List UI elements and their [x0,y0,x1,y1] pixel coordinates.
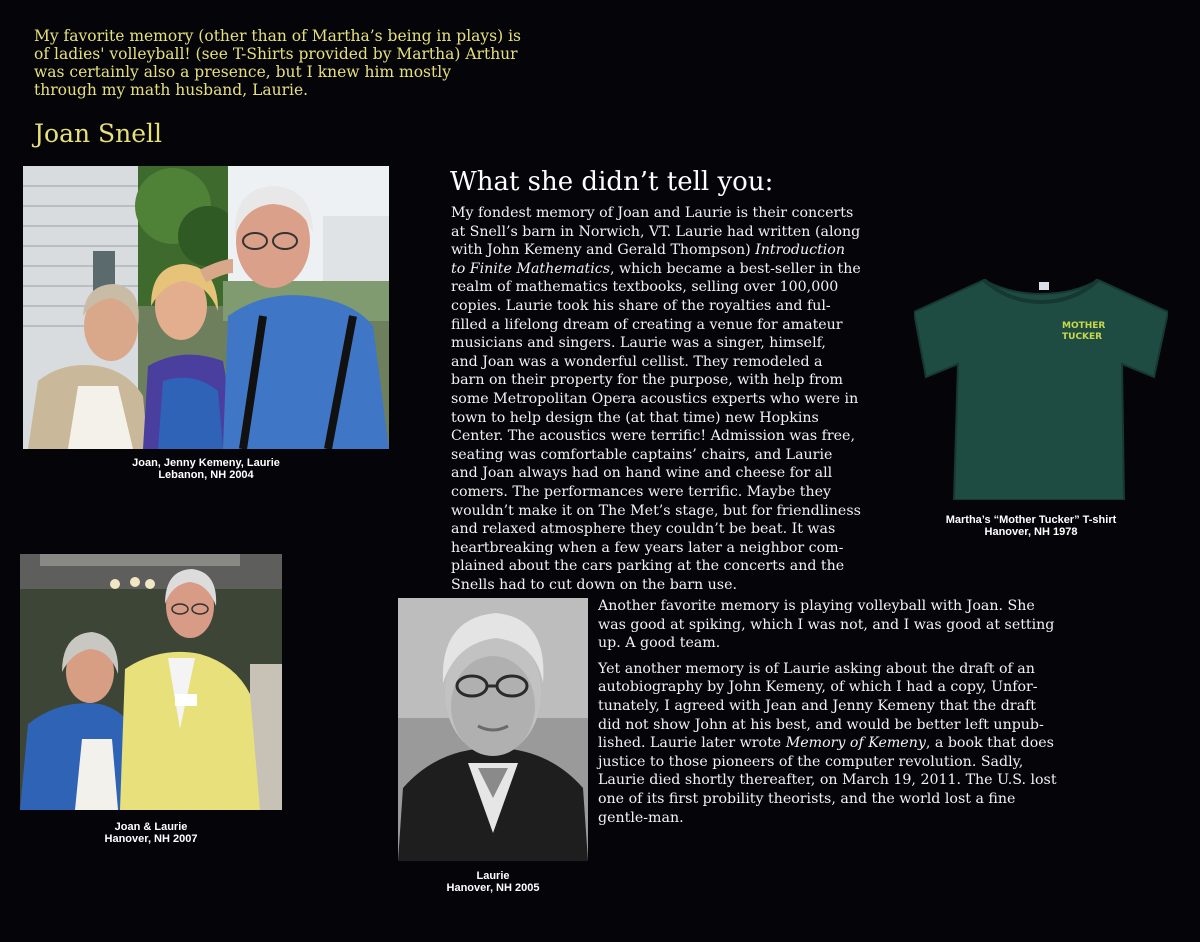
text-line: tunately, I agreed with Jean and Jenny Kemeny that the draft [598,697,1036,714]
caption-line: Joan & Laurie [114,821,188,833]
quote-line: through my math husband, Laurie. [34,81,309,99]
article-paragraph-2 [598,597,1098,653]
tshirt-photo [914,272,1168,500]
book-title: Introduction [755,242,845,259]
article-heading: What she didn’t tell you: [450,167,774,197]
caption-line: Hanover, NH 2005 [446,882,540,894]
caption-line: Lebanon, NH 2004 [158,469,254,481]
portrait-photo [398,598,588,861]
tshirt-print-line: MOTHER [1062,321,1106,331]
caption-line: Hanover, NH 2007 [104,833,198,845]
portrait-photo-caption [398,870,588,894]
text-line: heartbreaking when a few years later a neighbor com- [451,539,844,556]
text-line: My fondest memory of Joan and Laurie is their concerts [451,205,854,221]
text-line: Snells had to cut down on the barn use. [451,576,737,593]
text-line: Yet another memory is of Laurie asking about the draft of an [598,660,1035,677]
couple-photo [20,554,282,810]
text-line: realm of mathematics textbooks, selling over 100,000 [451,279,839,296]
text-line: and Joan always had on hand wine and cheese for all [451,465,833,482]
text-line [598,734,1098,753]
tshirt-print-line: TUCKER [1062,332,1103,342]
text-segment: , which became a best-seller in the [610,260,861,277]
intro-quote [34,27,554,99]
text-line: some Metropolitan Opera acoustics experts who were in [451,390,859,407]
text-segment: with John Kemeny and Gerald Thompson) [451,242,756,259]
text-line: seating was comfortable captains’ chairs, and Laurie [451,446,833,463]
group-photo-caption [23,457,389,481]
couple-photo-caption [20,821,282,845]
text-line: town to help design the (at that time) new Hopkins [451,409,819,426]
caption-line: Martha’s “Mother Tucker” T-shirt [945,514,1117,526]
text-line: copies. Laurie took his share of the royalties and ful- [451,297,831,314]
text-line: barn on their property for the purpose, with help from [451,372,843,389]
text-line: musicians and singers. Laurie was a singer, himself, [451,335,826,352]
article-paragraph-1 [451,204,891,594]
tshirt-photo-caption [914,514,1148,538]
quote-line: was certainly also a presence, but I knew him mostly [34,63,451,81]
text-line: was good at spiking, which I was not, and I was good at setting [598,616,1055,633]
text-line: wouldn’t make it on The Met’s stage, but for friendliness [451,502,861,519]
quote-line: My favorite memory (other than of Martha’s being in plays) is [34,27,522,45]
quote-line: of ladies' volleyball! (see T-Shirts provided by Martha) Arthur [34,45,518,63]
text-line: gentle-man. [598,809,684,826]
text-line: one of its first probility theorists, and the world lost a fine [598,790,1016,807]
book-title: Memory of Kemeny [785,735,926,752]
text-segment: lished. Laurie later wrote [598,735,786,752]
caption-line: Joan, Jenny Kemeny, Laurie [132,457,280,469]
book-title: to Finite Mathematics [451,260,611,277]
text-line [451,241,891,260]
text-line: plained about the cars parking at the concerts and the [451,558,845,575]
text-line: comers. The performances were terrific. Maybe they [451,483,832,500]
article-paragraph-3 [598,660,1098,827]
text-line [451,260,891,279]
caption-line: Hanover, NH 1978 [984,526,1078,538]
group-photo [23,166,389,449]
caption-line: Laurie [476,870,510,882]
text-line: Another favorite memory is playing volleyball with Joan. She [598,598,1035,614]
text-line: at Snell’s barn in Norwich, VT. Laurie had written (along [451,223,861,240]
text-line: Laurie died shortly thereafter, on March 19, 2011. The U.S. lost [598,772,1057,789]
text-line: filled a lifelong dream of creating a venue for amateur [451,316,843,333]
text-line: Center. The acoustics were terrific! Admission was free, [451,428,855,445]
text-line: and relaxed atmosphere they couldn’t be beat. It was [451,521,836,538]
article-paragraphs-2-3 [598,597,1098,827]
text-line: and Joan was a wonderful cellist. They remodeled a [451,353,823,370]
quote-author: Joan Snell [34,119,163,148]
text-line: justice to those pioneers of the computer revolution. Sadly, [598,753,1024,770]
text-line: autobiography by John Kemeny, of which I had a copy, Unfor- [598,679,1038,696]
text-line: did not show John at his best, and would be better left unpub- [598,716,1044,733]
text-segment: , a book that does [925,735,1054,752]
text-line: up. A good team. [598,635,721,652]
